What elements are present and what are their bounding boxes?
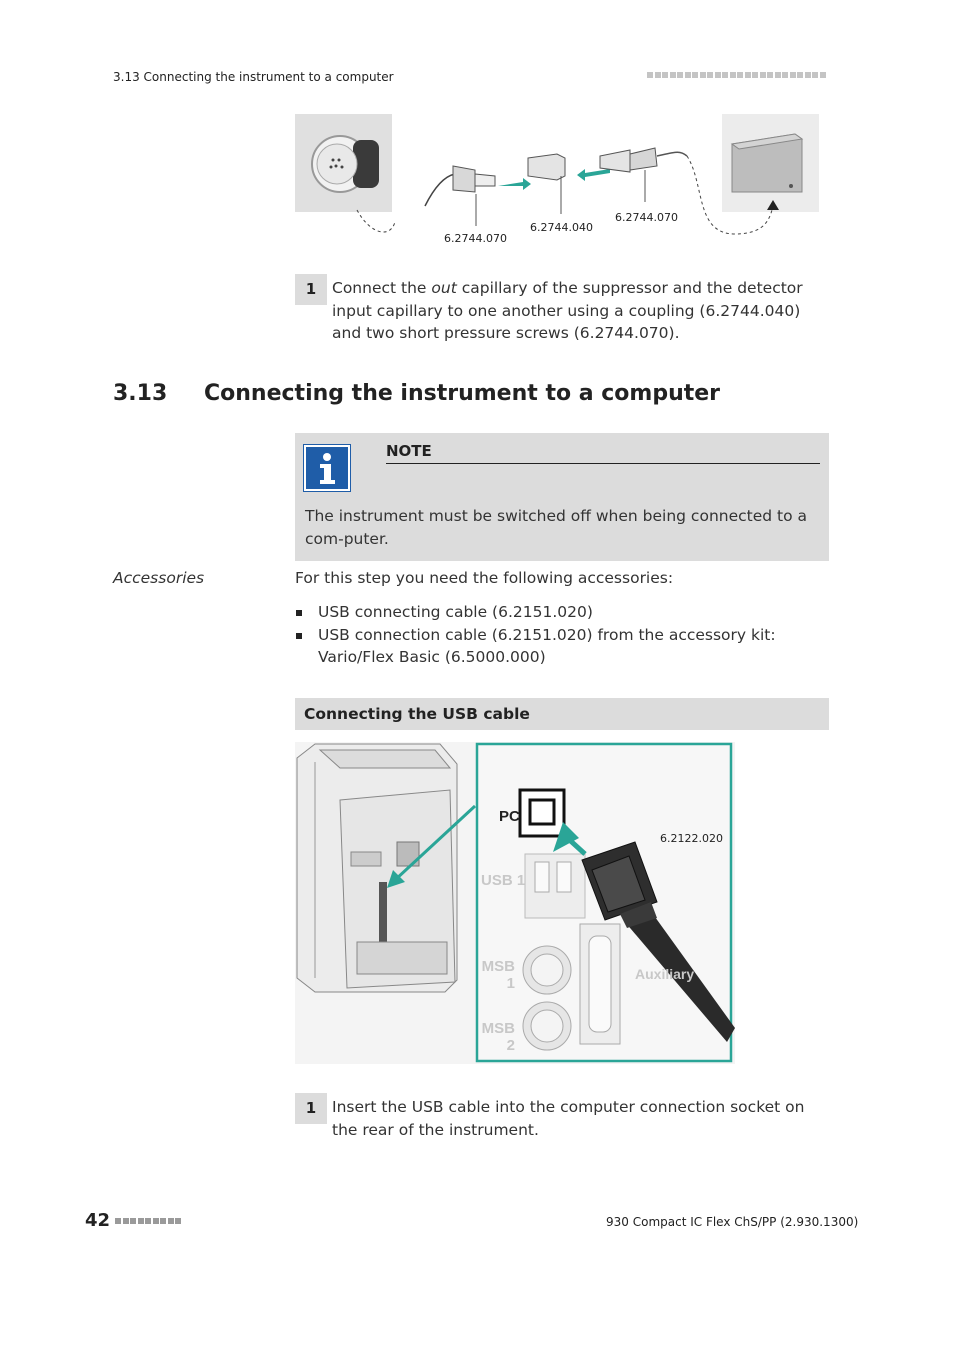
instrument-rear-illustration bbox=[295, 742, 735, 1064]
msb-1-label: MSB 1 bbox=[481, 958, 515, 992]
accessories-intro: For this step you need the following accessories: bbox=[295, 569, 674, 587]
header-decoration bbox=[647, 72, 826, 78]
auxiliary-label: Auxiliary bbox=[635, 966, 695, 982]
step-number: 1 bbox=[295, 1093, 327, 1124]
product-name: 930 Compact IC Flex ChS/PP (2.930.1300) bbox=[606, 1215, 859, 1229]
step-instruction: Insert the USB cable into the computer connection socket on the rear of the instrument. bbox=[332, 1098, 805, 1139]
pc-label: PC bbox=[499, 808, 520, 825]
part-label-pressure-screw-1: 6.2744.070 bbox=[444, 232, 507, 245]
usb-connection-figure bbox=[295, 742, 735, 1064]
section-title: Connecting the instrument to a computer bbox=[204, 381, 721, 406]
list-item: USB connecting cable (6.2151.020) bbox=[295, 601, 829, 624]
cable-part-label: 6.2122.020 bbox=[660, 832, 723, 845]
section-heading bbox=[113, 381, 720, 406]
running-header: 3.13 Connecting the instrument to a computer bbox=[113, 70, 394, 84]
part-label-coupling: 6.2744.040 bbox=[530, 221, 593, 234]
msb-2-label: MSB 2 bbox=[481, 1020, 515, 1054]
accessories-list bbox=[295, 601, 829, 669]
list-item: USB connection cable (6.2151.020) from the accessory kit: Vario/Flex Basic (6.5000.000) bbox=[295, 624, 829, 669]
step-number: 1 bbox=[295, 274, 327, 305]
info-icon bbox=[304, 445, 350, 491]
capillary-connection-figure bbox=[295, 114, 820, 249]
note-text: The instrument must be switched off when being connected to a com-puter. bbox=[305, 507, 808, 548]
subsection-heading bbox=[295, 698, 829, 730]
step-instruction bbox=[332, 277, 832, 345]
usb-1-label: USB 1 bbox=[481, 872, 526, 889]
step-text-part-1: Connect the bbox=[332, 279, 432, 297]
section-number: 3.13 bbox=[113, 381, 168, 406]
part-label-pressure-screw-2: 6.2744.070 bbox=[615, 211, 678, 224]
step-text-out: out bbox=[431, 279, 457, 297]
subsection-title: Connecting the USB cable bbox=[304, 705, 530, 723]
note-box bbox=[295, 433, 829, 561]
note-title: NOTE bbox=[386, 442, 820, 464]
step-text-part-2: capillary of the suppressor and the detector input capillary to one another using a coupling (6.2744.040) and two short pressure screws (6.2744.070). bbox=[332, 279, 803, 342]
page-number: 42 bbox=[85, 1210, 111, 1231]
footer-decoration bbox=[115, 1218, 181, 1224]
accessories-label: Accessories bbox=[113, 569, 205, 587]
